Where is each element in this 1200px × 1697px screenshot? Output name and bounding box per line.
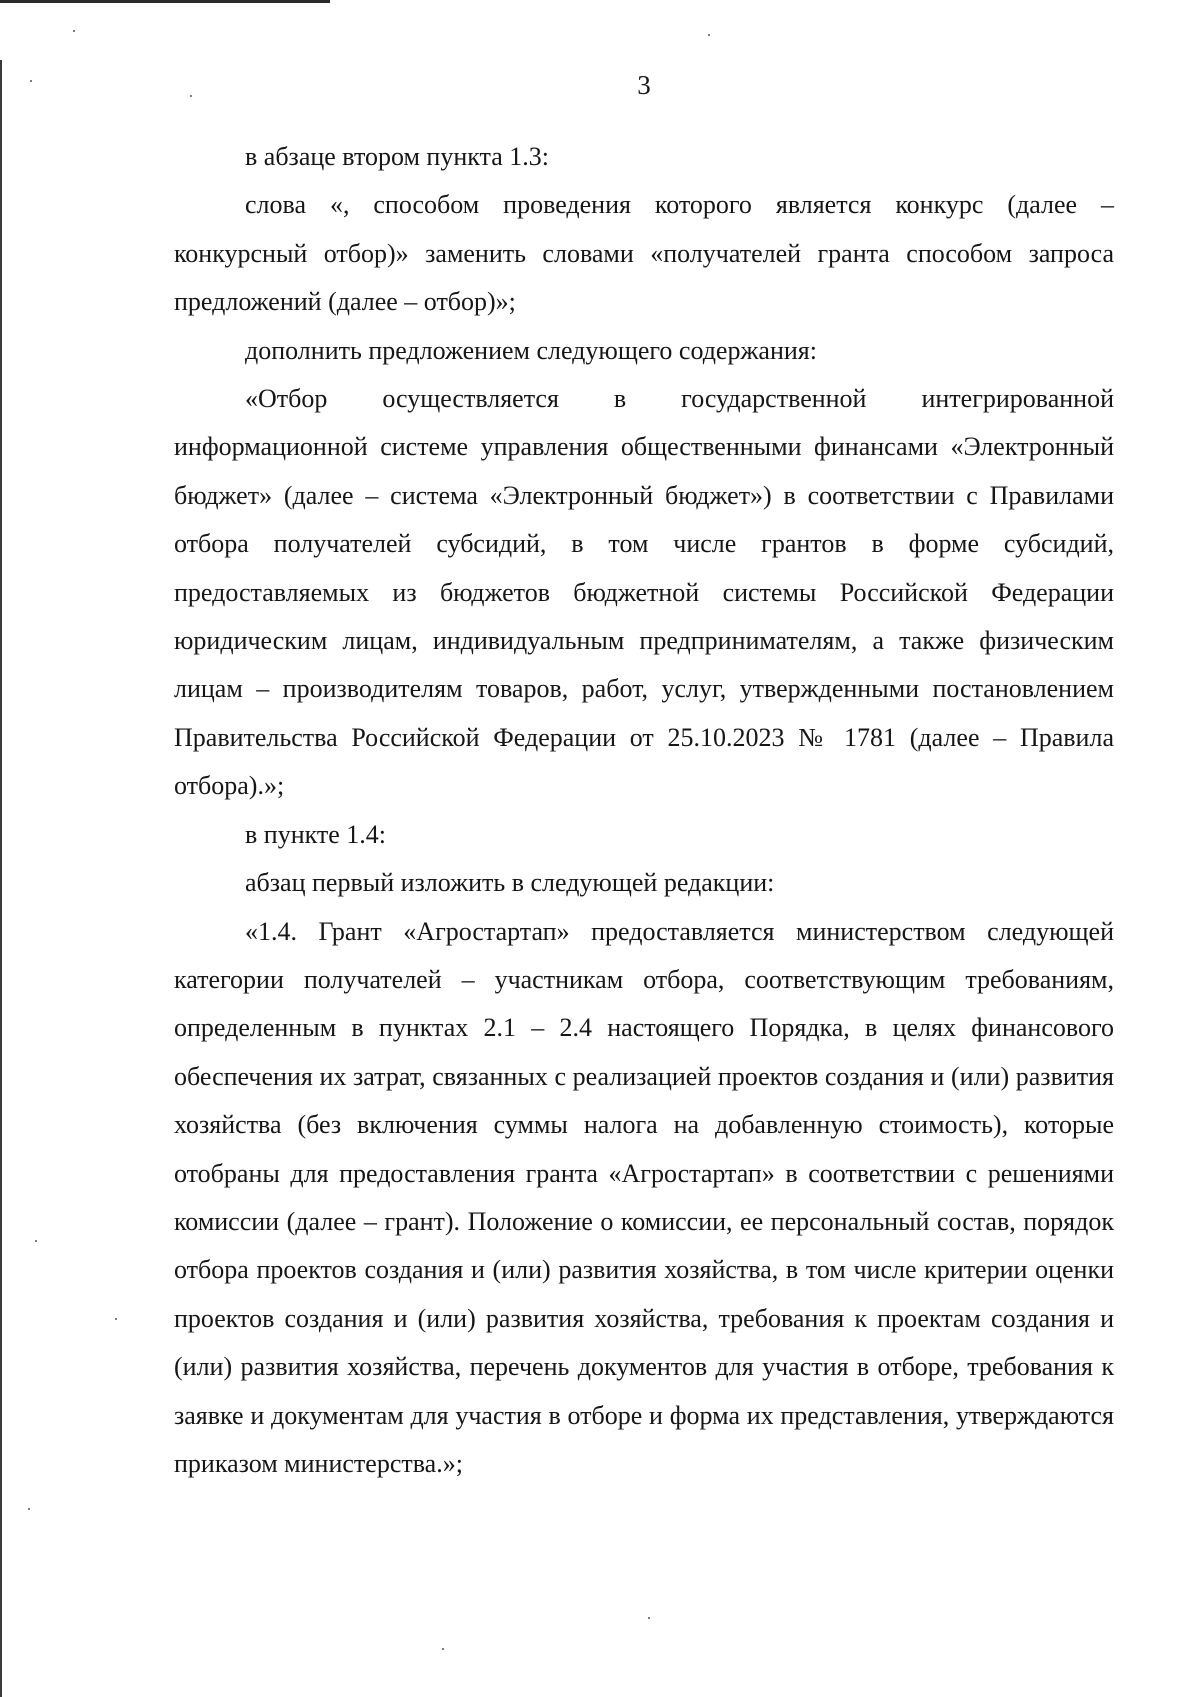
paragraph-edition-intro: абзац первый изложить в следующей редакции: [245, 868, 775, 898]
document-body [174, 133, 1114, 1488]
paragraph-word-replacement: слова «, способом проведения которого является конкурс (далее – конкурсный отбор)» заменить словами «получателей гранта способом запроса предложений (далее – отбор)»; [174, 190, 1114, 317]
scan-speck [648, 1617, 650, 1619]
scan-speck [708, 34, 710, 36]
scan-speck [35, 1240, 37, 1242]
paragraph-amendment-intro: в абзаце втором пункта 1.3: [245, 142, 549, 171]
scan-speck [28, 1508, 30, 1510]
scan-speck [442, 1648, 444, 1650]
page-number: 3 [637, 70, 651, 100]
paragraph-item-1-4-intro: в пункте 1.4: [245, 819, 387, 849]
scan-speck [73, 30, 75, 32]
paragraph-item-1-4-text: «1.4. Грант «Агростартап» предоставляется министерством следующей категории получателей – участникам отбора, соответствующим требованиям, определенным в пунктах 2.1 – 2.4 настоящего Порядка, в целях финансового обеспечения их затрат, связанных с реализацией проектов создания и (или) развития хозяйства (без включения суммы налога на добавленную стоимость), которые отобраны для предоставления гранта «Агростартап» в соответствии с решениями комиссии (далее – грант). Положение о комиссии, ее персональный состав, порядок отбора проектов создания и (или) развития хозяйства, в том числе критерии оценки проектов создания и (или) развития хозяйства, требования к проектам создания и (или) развития хозяйства, перечень документов для участия в отборе, требования к заявке и документам для участия в отборе и форма их представления, утверждаются приказом министерства.»; [174, 916, 1114, 1478]
scan-speck [115, 1318, 117, 1320]
scan-edge-left [0, 60, 2, 1697]
paragraph-addition-intro: дополнить предложением следующего содержания: [245, 335, 817, 365]
scan-edge-top [0, 0, 330, 3]
paragraph-selection-text: «Отбор осуществляется в государственной интегрированной информационной системе управления общественными финансами «Электронный бюджет» (далее – система «Электронный бюджет») в соответствии с Правилами отбора получателей субсидий, в том числе грантов в форме субсидий, предоставляемых из бюджетов бюджетной системы Российской Федерации юридическим лицам, индивидуальным предпринимателям, а также физическим лицам – производителям товаров, работ, услуг, утвержденными постановлением Правительства Российской Федерации от 25.10.2023 № 1781 (далее – Правила отбора).»; [174, 384, 1114, 801]
